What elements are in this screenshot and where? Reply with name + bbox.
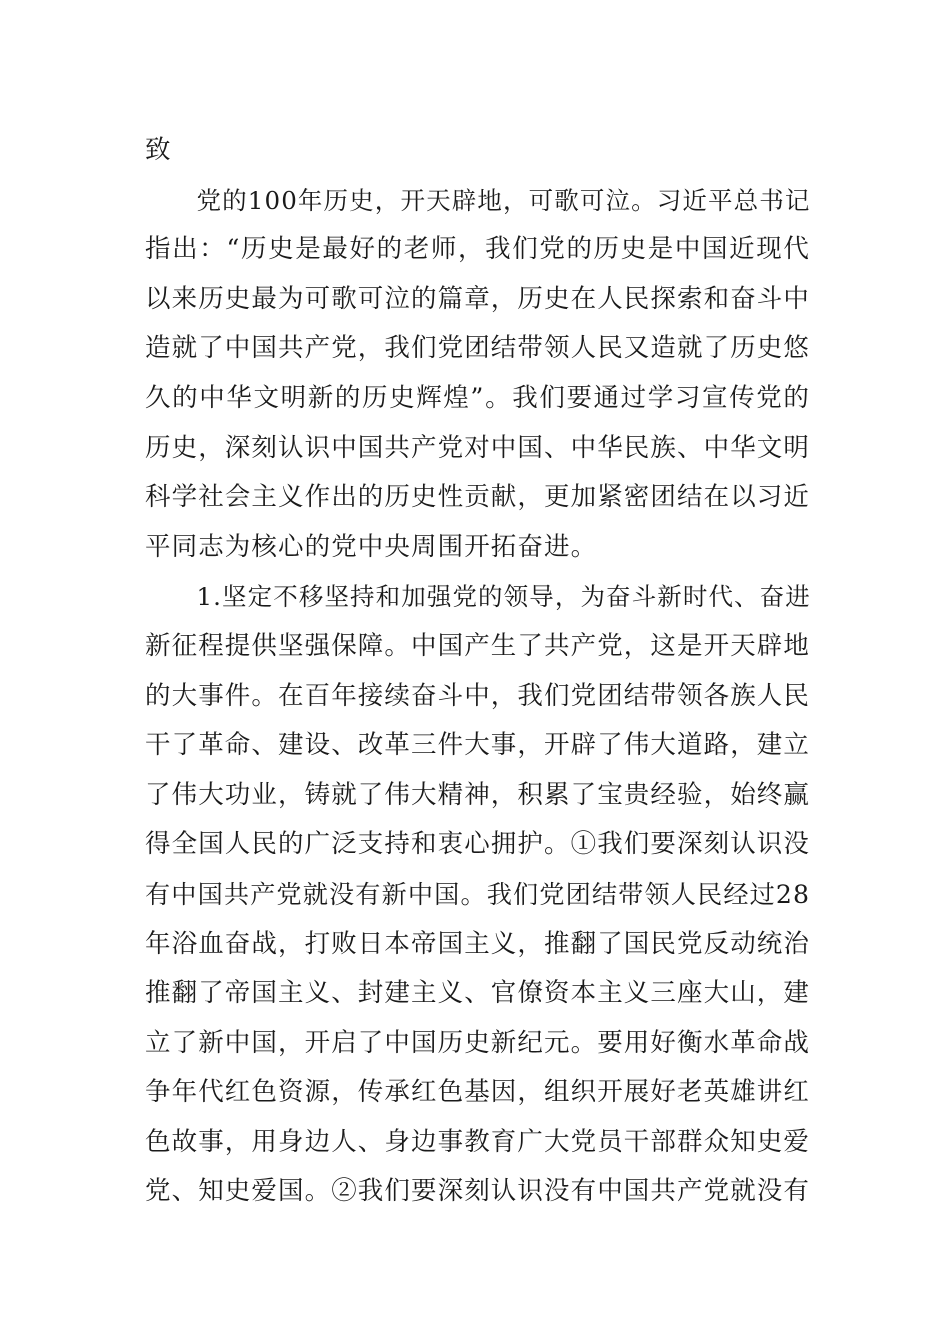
text-line: 党、知史爱国。②我们要深刻认识没有中国共产党就没有	[145, 1176, 811, 1207]
paragraph-start-line: 1.坚定不移坚持和加强党的领导，为奋斗新时代、奋进	[196, 582, 811, 612]
text-line: 年浴血奋战，打败日本帝国主义，推翻了国民党反动统治	[145, 928, 811, 959]
body-text	[145, 126, 810, 1217]
text-line: 色故事，用身边人、身边事教育广大党员干部群众知史爱	[145, 1126, 811, 1157]
text-line: 立了新中国，开启了中国历史新纪元。要用好衡水革命战	[145, 1027, 811, 1058]
text-line: 以来历史最为可歌可泣的篇章，历史在人民探索和奋斗中	[145, 283, 811, 314]
text-line: 指出：“历史是最好的老师，我们党的历史是中国近现代	[145, 234, 810, 265]
text-line: 干了革命、建设、改革三件大事，开辟了伟大道路，建立	[145, 730, 811, 761]
text-line: 造就了中国共产党，我们党团结带领人民又造就了历史悠	[145, 333, 811, 364]
text-line: 新征程提供坚强保障。中国产生了共产党，这是开天辟地	[145, 630, 811, 661]
text-line: 得全国人民的广泛支持和衷心拥护。①我们要深刻认识没	[145, 829, 811, 860]
text-line: 历史，深刻认识中国共产党对中国、中华民族、中华文明	[145, 432, 811, 463]
text-line: 平同志为核心的党中央周围开拓奋进。	[145, 531, 598, 562]
text-line: 了伟大功业，铸就了伟大精神，积累了宝贵经验，始终赢	[145, 779, 811, 810]
text-line: 的大事件。在百年接续奋斗中，我们党团结带领各族人民	[145, 680, 811, 711]
text-line: 有中国共产党就没有新中国。我们党团结带领人民经过28	[145, 879, 811, 909]
text-line: 争年代红色资源，传承红色基因，组织开展好老英雄讲红	[145, 1077, 811, 1108]
text-line: 推翻了帝国主义、封建主义、官僚资本主义三座大山，建	[145, 978, 811, 1009]
text-line: 久的中华文明新的历史辉煌”。我们要通过学习宣传党的	[145, 382, 810, 413]
paragraph-start-line: 党的100年历史，开天辟地，可歌可泣。习近平总书记	[196, 185, 811, 215]
text-line: 致	[145, 135, 172, 165]
text-line: 科学社会主义作出的历史性贡献，更加紧密团结在以习近	[145, 482, 811, 513]
